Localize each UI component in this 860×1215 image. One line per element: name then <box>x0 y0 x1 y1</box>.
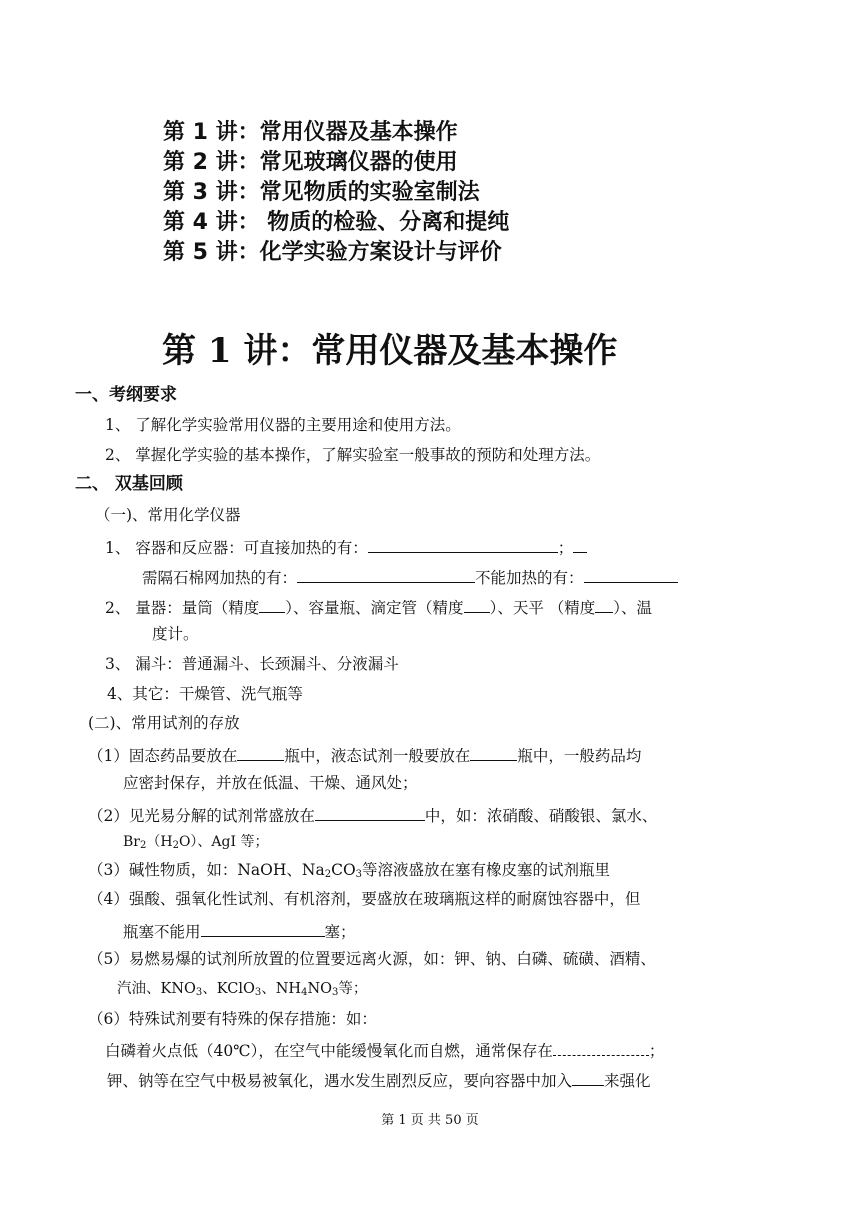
toc-item-2: 第 2 讲：常见玻璃仪器的使用 <box>163 150 458 175</box>
requirement-2: 2、 掌握化学实验的基本操作，了解实验室一般事故的预防和处理方法。 <box>105 446 601 464</box>
item-1b: 需隔石棉网加热的有： 不能加热的有： <box>142 568 678 587</box>
storage-3: （3）碱性物质，如：NaOH、$Na_2CO_3$等溶液盛放在塞有橡皮塞的试剂瓶里 <box>88 861 611 880</box>
blank <box>368 538 558 553</box>
storage-1-cont: 应密封保存，并放在低温、干燥、通风处； <box>123 774 418 792</box>
blank <box>470 746 517 761</box>
item-4: 4、其它：干燥管、洗气瓶等 <box>107 685 303 703</box>
item-3: 3、 漏斗：普通漏斗、长颈漏斗、分液漏斗 <box>105 655 399 673</box>
storage-1: （1）固态药品要放在 瓶中，液态试剂一般要放在 瓶中，一般药品均 <box>88 747 642 765</box>
storage-5-cont: 汽油、$KNO_3$、KClO$_3$、$NH_4NO_3$等； <box>117 981 368 998</box>
page-footer: 第 1 页 共 50 页 <box>381 1113 479 1128</box>
blank <box>572 1071 604 1086</box>
section-heading-1: 一、考纲要求 <box>75 385 177 405</box>
storage-2: （2）见光易分解的试剂常盛放在 中，如：浓硝酸、硝酸银、氯水、 <box>88 807 658 825</box>
storage-4-cont: 瓶塞不能用 塞； <box>123 923 356 941</box>
toc-item-1: 第 1 讲：常用仪器及基本操作 <box>163 120 458 145</box>
storage-4: （4）强酸、强氧化性试剂、有机溶剂，要盛放在玻璃瓶这样的耐腐蚀容器中，但 <box>88 890 641 908</box>
blank <box>464 598 490 613</box>
blank <box>297 568 475 583</box>
subsection-2: (二)、常用试剂的存放 <box>88 714 240 732</box>
toc-item-4: 第 4 讲： 物质的检验、分离和提纯 <box>163 210 510 235</box>
item-2: 2、 量器：量筒（精度 ）、容量瓶、滴定管（精度 ）、天平 （精度 ）、温 <box>105 599 653 617</box>
item-2-cont: 度计。 <box>152 625 199 643</box>
blank <box>259 598 285 613</box>
blank <box>595 598 613 613</box>
toc-item-5: 第 5 讲：化学实验方案设计与评价 <box>163 240 502 265</box>
requirement-1: 1、 了解化学实验常用仪器的主要用途和使用方法。 <box>105 416 461 434</box>
blank <box>237 746 284 761</box>
storage-2-cont: $Br_2(H_2O)$、AgI 等； <box>123 834 269 851</box>
blank <box>201 922 325 937</box>
blank <box>315 806 425 821</box>
storage-6b: 钾、钠等在空气中极易被氧化，遇水发生剧烈反应，要向容器中加入 来强化 <box>107 1072 651 1090</box>
toc-item-3: 第 3 讲：常见物质的实验室制法 <box>163 180 480 205</box>
item-1a: 1、 容器和反应器：可直接加热的有： ； <box>105 538 587 557</box>
storage-5: （5）易燃易爆的试剂所放置的位置要远离火源，如：钾、钠、白磷、硫磺、酒精、 <box>88 950 656 968</box>
storage-6a: 白磷着火点低（40℃），在空气中能缓慢氧化而自燃，通常保存在 ； <box>105 1042 665 1060</box>
subsection-1: （一)、常用化学仪器 <box>95 506 241 524</box>
blank <box>573 538 587 553</box>
blank <box>584 568 678 583</box>
lecture-title: 第 1 讲：常用仪器及基本操作 <box>162 331 618 371</box>
section-heading-2: 二、 双基回顾 <box>75 474 183 494</box>
blank <box>553 1041 649 1056</box>
storage-6: （6）特殊试剂要有特殊的保存措施：如： <box>88 1010 377 1028</box>
